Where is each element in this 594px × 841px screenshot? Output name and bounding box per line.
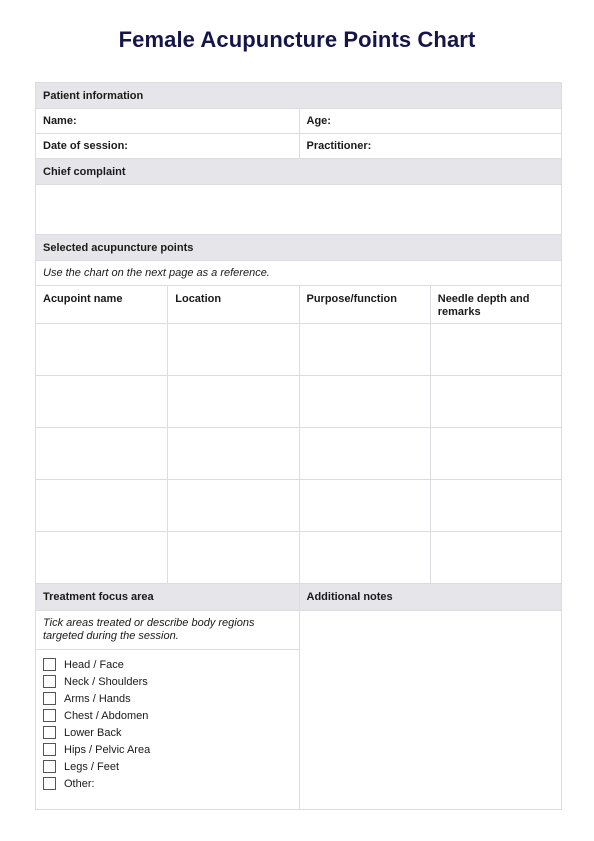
section-header-patient-info: Patient information: [36, 83, 561, 108]
date-of-session-field[interactable]: Date of session:: [43, 140, 128, 152]
checkbox[interactable]: [43, 675, 56, 688]
chief-complaint-field[interactable]: [36, 185, 561, 234]
needle-depth-cell[interactable]: [430, 480, 561, 531]
checkbox-label: Hips / Pelvic Area: [64, 743, 151, 756]
date-practitioner-row: [36, 133, 561, 158]
practitioner-field[interactable]: Practitioner:: [299, 134, 562, 158]
needle-depth-cell[interactable]: [430, 324, 561, 375]
checklist-item[interactable]: [43, 775, 299, 792]
purpose-cell[interactable]: [299, 376, 430, 427]
checkbox-label: Arms / Hands: [64, 692, 131, 705]
needle-depth-cell[interactable]: [430, 532, 561, 583]
acupoint-name-cell[interactable]: [36, 532, 167, 583]
checkbox-label: Legs / Feet: [64, 760, 120, 773]
checklist-item[interactable]: [43, 673, 299, 690]
checklist-item[interactable]: [43, 690, 299, 707]
location-cell[interactable]: [167, 324, 298, 375]
checkbox-label: Neck / Shoulders: [64, 675, 148, 688]
points-instruction-row: [36, 260, 561, 285]
section-header-treatment-focus: Treatment focus area: [36, 584, 299, 610]
section-header-selected-points: Selected acupuncture points: [36, 235, 561, 260]
checklist-item[interactable]: [43, 724, 299, 741]
acupoint-name-cell[interactable]: [36, 480, 167, 531]
section-header-additional-notes: Additional notes: [300, 584, 562, 610]
checklist-item[interactable]: [43, 758, 299, 775]
checkbox[interactable]: [43, 777, 56, 790]
checkbox[interactable]: [43, 726, 56, 739]
location-cell[interactable]: [167, 428, 298, 479]
table-row: [36, 427, 561, 479]
purpose-cell[interactable]: [299, 428, 430, 479]
column-header-purpose: Purpose/function: [299, 286, 430, 323]
points-header-row: [36, 234, 561, 260]
checkbox[interactable]: [43, 743, 56, 756]
checkbox[interactable]: [43, 658, 56, 671]
chief-complaint-header-row: [36, 158, 561, 184]
patient-info-header-row: [36, 83, 561, 108]
points-column-header-row: [36, 285, 561, 323]
name-field[interactable]: Name:: [43, 115, 77, 127]
checkbox-label: Chest / Abdomen: [64, 709, 149, 722]
age-field[interactable]: Age:: [299, 109, 562, 133]
checklist-item[interactable]: [43, 741, 299, 758]
checkbox-label: Head / Face: [64, 658, 124, 671]
checkbox[interactable]: [43, 709, 56, 722]
additional-notes-field[interactable]: [300, 610, 562, 809]
acupoint-name-cell[interactable]: [36, 376, 167, 427]
column-header-acupoint-name: Acupoint name: [43, 293, 123, 305]
chief-complaint-row: [36, 184, 561, 234]
needle-depth-cell[interactable]: [430, 428, 561, 479]
checkbox-label: Lower Back: [64, 726, 122, 739]
acupoint-name-cell[interactable]: [36, 428, 167, 479]
checkbox-label: Other:: [64, 777, 95, 790]
location-cell[interactable]: [167, 376, 298, 427]
additional-notes-column: [299, 584, 562, 809]
table-row: [36, 323, 561, 375]
column-header-location: Location: [167, 286, 298, 323]
form-table: [35, 82, 562, 810]
checkbox[interactable]: [43, 760, 56, 773]
purpose-cell[interactable]: [299, 324, 430, 375]
table-row: [36, 375, 561, 427]
name-age-row: [36, 108, 561, 133]
checkbox[interactable]: [43, 692, 56, 705]
location-cell[interactable]: [167, 480, 298, 531]
purpose-cell[interactable]: [299, 532, 430, 583]
checklist-item[interactable]: [43, 707, 299, 724]
needle-depth-cell[interactable]: [430, 376, 561, 427]
purpose-cell[interactable]: [299, 480, 430, 531]
table-row: [36, 531, 561, 583]
table-row: [36, 479, 561, 531]
location-cell[interactable]: [167, 532, 298, 583]
treatment-focus-column: [36, 584, 299, 809]
checklist-item[interactable]: [43, 656, 299, 673]
acupoint-name-cell[interactable]: [36, 324, 167, 375]
treatment-checklist: [36, 650, 299, 806]
column-header-needle-depth: Needle depth and remarks: [430, 286, 561, 323]
treatment-instruction: Tick areas treated or describe body regions targeted during the session.: [36, 610, 299, 650]
page-title: Female Acupuncture Points Chart: [118, 27, 476, 52]
section-header-chief-complaint: Chief complaint: [36, 159, 561, 184]
bottom-section: [36, 583, 561, 809]
points-instruction: Use the chart on the next page as a reference.: [43, 267, 270, 279]
